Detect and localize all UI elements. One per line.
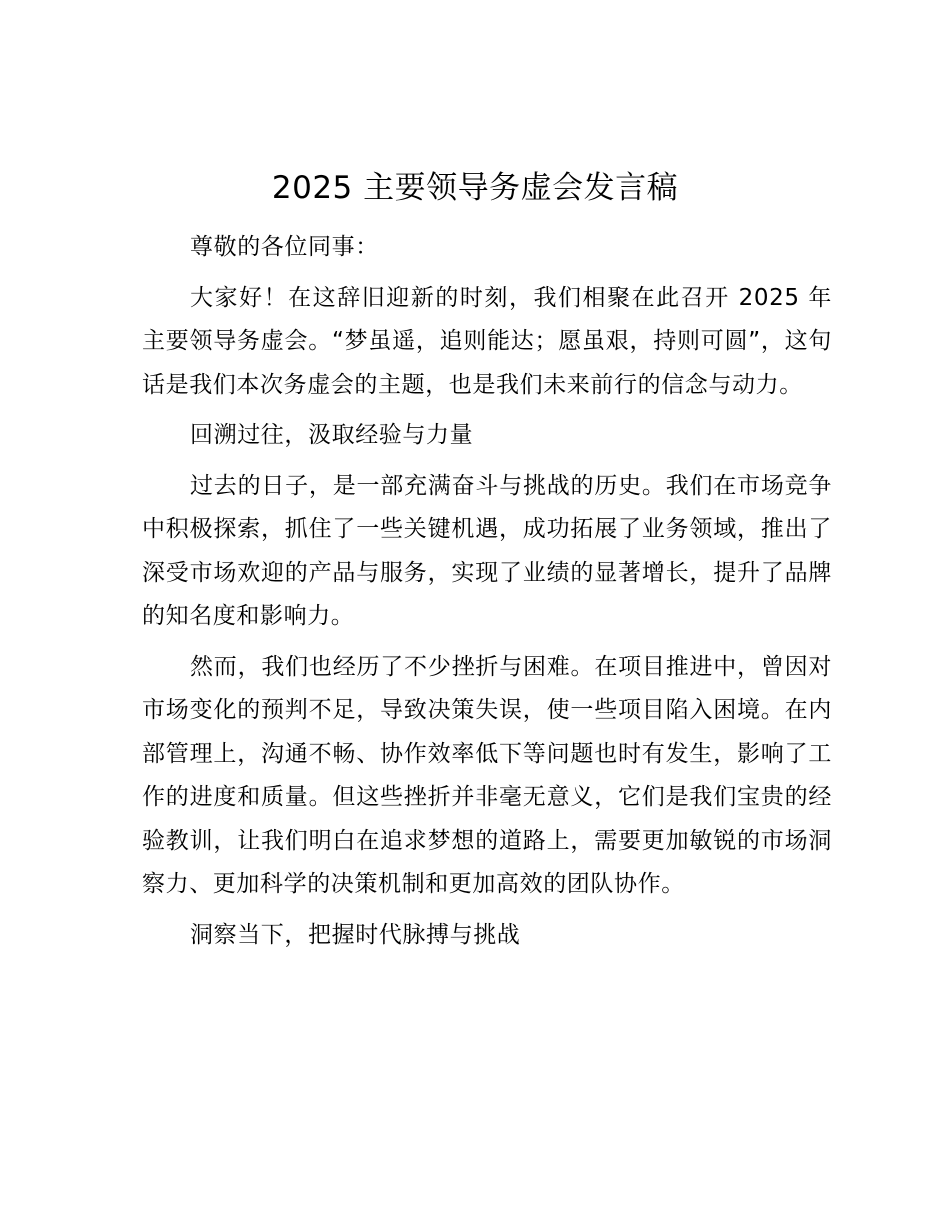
section-heading-review: 回溯过往，汲取经验与力量 [190, 422, 474, 448]
salutation: 尊敬的各位同事： [190, 234, 379, 260]
document-title: 2025 主要领导务虚会发言稿 [271, 170, 679, 206]
review-paragraph-achievements: 过去的日子，是一部充满奋斗与挑战的历史。我们在市场竞争中积极探索，抓住了一些关键机遇，成功拓展了业务领域，推出了深受市场欢迎的产品与服务，实现了业绩的显著增长，提升了品牌的知名度和影响力。 [142, 472, 832, 629]
section-heading-present: 洞察当下，把握时代脉搏与挑战 [190, 921, 521, 948]
opening-paragraph: 大家好！在这辞旧迎新的时刻，我们相聚在此召开 2025 年主要领导务虚会。“梦虽遥，追则能达；愿虽艰，持则可圆”，这句话是我们本次务虚会的主题，也是我们未来前行的信念与动力。 [142, 284, 832, 398]
review-paragraph-setbacks: 然而，我们也经历了不少挫折与困难。在项目推进中，曾因对市场变化的预判不足，导致决策失误，使一些项目陷入困境。在内部管理上，沟通不畅、协作效率低下等问题也时有发生，影响了工作的进度和质量。但这些挫折并非毫无意义，它们是我们宝贵的经验教训，让我们明白在追求梦想的道路上，需要更加敏锐的市场洞察力、更加科学的决策机制和更加高效的团队协作。 [142, 653, 832, 897]
document-body [142, 226, 832, 957]
